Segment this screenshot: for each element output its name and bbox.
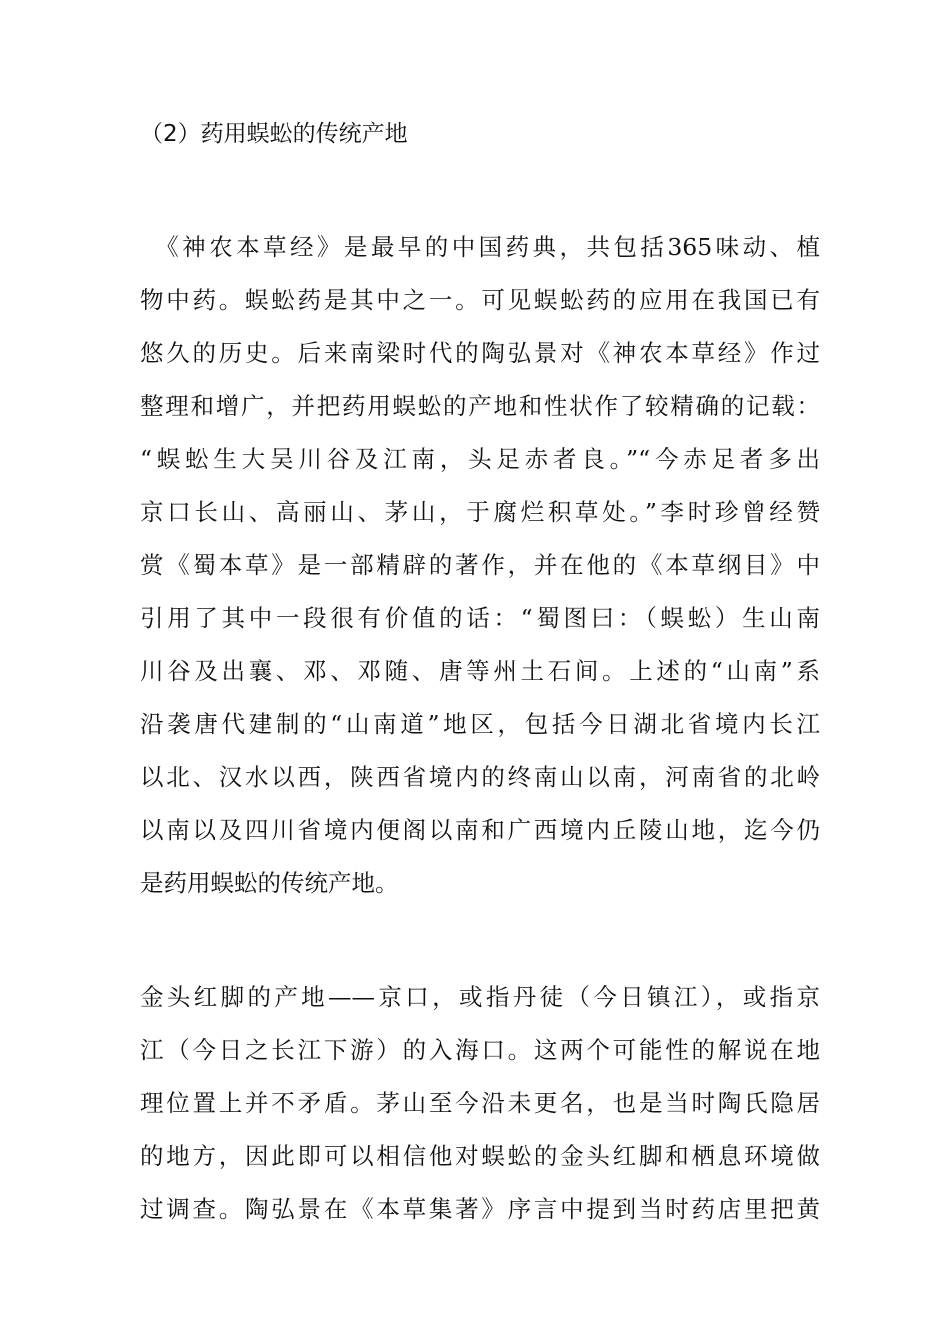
paragraph-line: 整理和增广，并把药用蜈蚣的产地和性状作了较精确的记载：: [140, 392, 820, 420]
paragraph-line: 的地方，因此即可以相信他对蜈蚣的金头红脚和栖息环境做: [140, 1142, 820, 1170]
paragraph-line: 沿袭唐代建制的“山南道”地区，包括今日湖北省境内长江: [140, 710, 820, 738]
paragraph-history: [140, 221, 820, 910]
paragraph-line: 京口长山、高丽山、茅山，于腐烂积草处。”李时珍曾经赞: [140, 498, 820, 526]
paragraph-line: “蜈蚣生大吴川谷及江南，头足赤者良。”“今赤足者多出: [140, 445, 820, 473]
paragraph-line: 以北、汉水以西，陕西省境内的终南山以南，河南省的北岭: [140, 763, 820, 791]
paragraph-line: 川谷及出襄、邓、邓随、唐等州土石间。上述的“山南”系: [140, 657, 820, 685]
paragraph-line: 金头红脚的产地——京口，或指丹徒（今日镇江），或指京: [140, 983, 820, 1011]
section-heading: （2）药用蜈蚣的传统产地: [140, 121, 408, 147]
paragraph-line: 悠久的历史。后来南梁时代的陶弘景对《神农本草经》作过: [140, 339, 820, 367]
paragraph-line: 引用了其中一段很有价值的话：“蜀图曰：（蜈蚣）生山南: [140, 604, 820, 632]
paragraph-line: 以南以及四川省境内便阁以南和广西境内丘陵山地，迄今仍: [140, 816, 820, 844]
paragraph-line: 过调查。陶弘景在《本草集著》序言中提到当时药店里把黄: [140, 1195, 820, 1223]
paragraph-line: 理位置上并不矛盾。茅山至今沿未更名，也是当时陶氏隐居: [140, 1089, 820, 1117]
paragraph-line: 江（今日之长江下游）的入海口。这两个可能性的解说在地: [140, 1036, 820, 1064]
paragraph-line: 物中药。蜈蚣药是其中之一。可见蜈蚣药的应用在我国已有: [140, 286, 820, 314]
paragraph-origin: [140, 971, 820, 1236]
paragraph-line: 《神农本草经》是最早的中国药典，共包括365味动、植: [140, 233, 820, 261]
paragraph-line: 是药用蜈蚣的传统产地。: [140, 869, 399, 897]
paragraph-line: 赏《蜀本草》是一部精辟的著作，并在他的《本草纲目》中: [140, 551, 820, 579]
